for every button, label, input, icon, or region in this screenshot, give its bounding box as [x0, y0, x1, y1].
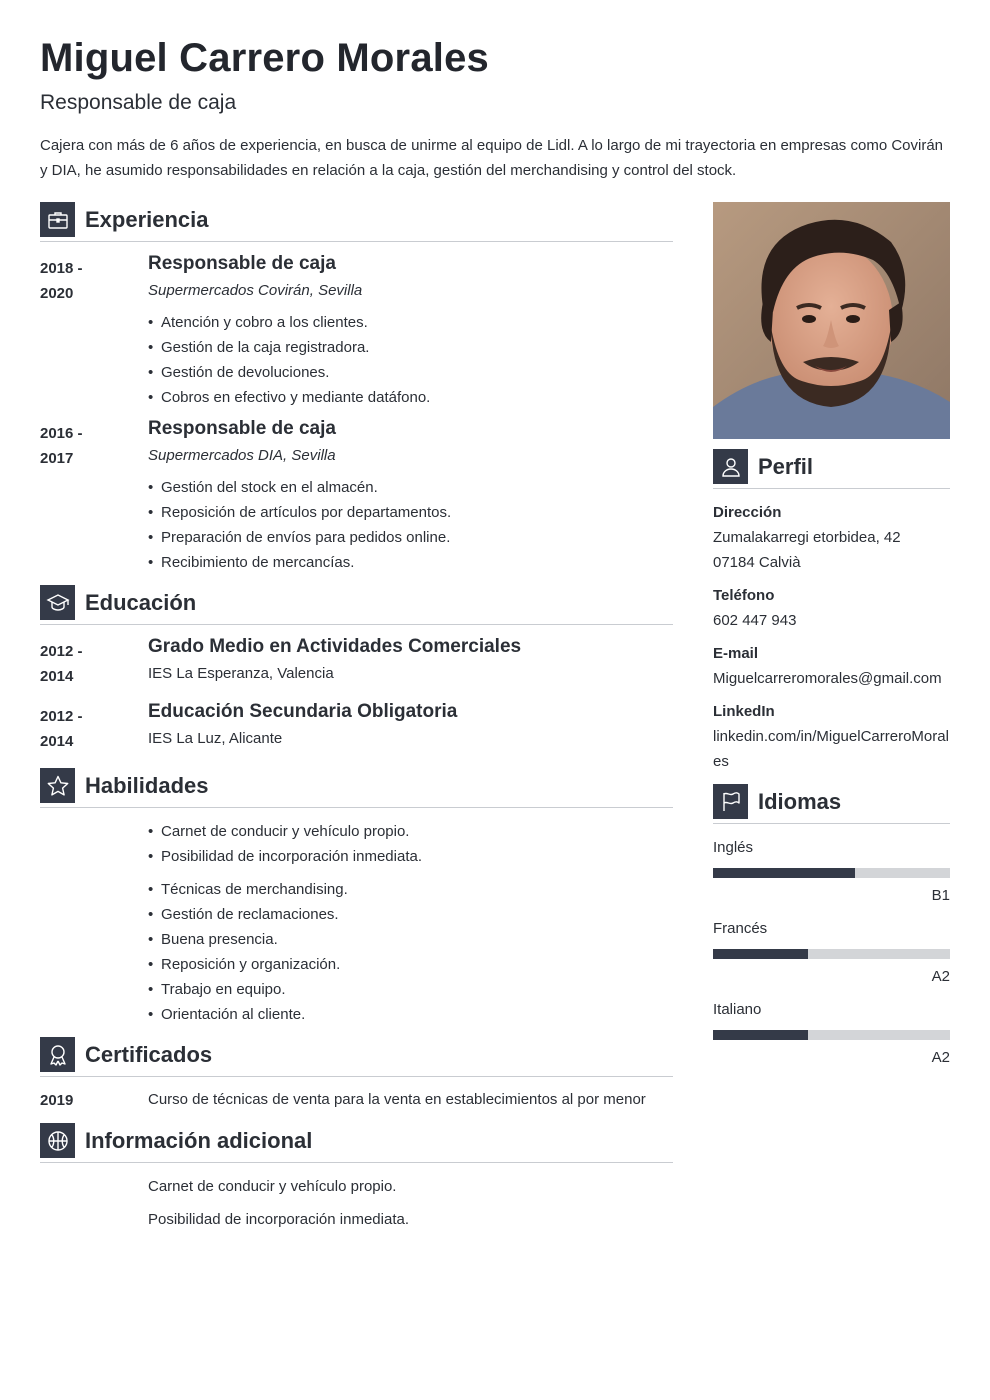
candidate-name: Miguel Carrero Morales — [40, 36, 489, 80]
list-item: • Recibimiento de mercancías. — [148, 550, 451, 575]
profile-photo — [713, 202, 950, 439]
star-icon — [40, 768, 75, 803]
additional-title: Información adicional — [85, 1128, 313, 1153]
language-level: B1 — [931, 887, 950, 904]
language-bar-fill — [713, 1030, 808, 1040]
entry-date — [40, 421, 130, 471]
basketball-icon — [40, 1123, 75, 1158]
list-item: • Reposición de artículos por departamentos. — [148, 500, 451, 525]
company: Supermercados DIA, Sevilla — [148, 447, 336, 464]
experience-section-header — [40, 202, 673, 242]
list-item: • Técnicas de merchandising. — [148, 877, 348, 902]
date-start: 2012 - — [40, 643, 83, 660]
languages-title: Idiomas — [758, 789, 842, 814]
linkedin-label: LinkedIn — [713, 703, 775, 720]
candidate-role: Responsable de caja — [40, 91, 237, 114]
skills-list-1 — [148, 819, 422, 869]
education-section-header — [40, 585, 673, 625]
degree-title: Grado Medio en Actividades Comerciales — [148, 636, 522, 657]
list-item: • Posibilidad de incorporación inmediata. — [148, 844, 422, 869]
languages-section-header — [713, 784, 950, 824]
date-end: 2014 — [40, 733, 74, 750]
entry-date — [40, 704, 130, 754]
user-icon — [713, 449, 748, 484]
language-bar — [713, 868, 950, 878]
list-item: • Cobros en efectivo y mediante datáfono. — [148, 385, 430, 410]
list-item: • Preparación de envíos para pedidos online. — [148, 525, 451, 550]
flag-icon — [713, 784, 748, 819]
list-item: • Gestión de devoluciones. — [148, 360, 430, 385]
briefcase-icon — [40, 202, 75, 237]
certificates-title: Certificados — [85, 1042, 213, 1067]
language-bar — [713, 949, 950, 959]
school: IES La Esperanza, Valencia — [148, 665, 334, 682]
date-end: 2014 — [40, 668, 74, 685]
address-line1: Zumalakarregi etorbidea, 42 — [713, 529, 901, 546]
job-title: Responsable de caja — [148, 253, 336, 274]
additional-item: Posibilidad de incorporación inmediata. — [148, 1211, 409, 1228]
additional-section-header — [40, 1123, 673, 1163]
email-link[interactable]: Miguelcarreromorales@gmail.com — [713, 670, 942, 687]
language-name: Francés — [713, 920, 768, 937]
degree-title: Educación Secundaria Obligatoria — [148, 701, 458, 722]
list-item: • Trabajo en equipo. — [148, 977, 348, 1002]
language-level: A2 — [931, 1049, 950, 1066]
certificate-text: Curso de técnicas de venta para la venta en establecimientos al por menor — [148, 1091, 646, 1108]
list-item: • Reposición y organización. — [148, 952, 348, 977]
additional-item: Carnet de conducir y vehículo propio. — [148, 1178, 397, 1195]
certificate-year: 2019 — [40, 1092, 74, 1109]
address-line2: 07184 Calvià — [713, 554, 801, 571]
language-level: A2 — [931, 968, 950, 985]
school: IES La Luz, Alicante — [148, 730, 283, 747]
list-item: • Atención y cobro a los clientes. — [148, 310, 430, 335]
date-start: 2016 - — [40, 425, 83, 442]
list-item: • Gestión de reclamaciones. — [148, 902, 348, 927]
graduation-cap-icon — [40, 585, 75, 620]
skills-section-header — [40, 768, 673, 808]
experience-title: Experiencia — [85, 207, 209, 232]
profile-section-header — [713, 449, 950, 489]
language-name: Inglés — [713, 839, 754, 856]
language-bar-fill — [713, 949, 808, 959]
email-label: E-mail — [713, 645, 759, 662]
phone-value[interactable]: 602 447 943 — [713, 612, 797, 629]
job-bullets — [148, 475, 451, 575]
list-item: • Gestión del stock en el almacén. — [148, 475, 451, 500]
date-end: 2017 — [40, 450, 74, 467]
date-start: 2018 - — [40, 260, 83, 277]
job-bullets — [148, 310, 430, 410]
skills-list-2 — [148, 877, 348, 1027]
date-start: 2012 - — [40, 708, 83, 725]
education-title: Educación — [85, 590, 197, 615]
entry-date — [40, 639, 130, 689]
list-item: • Orientación al cliente. — [148, 1002, 348, 1027]
skills-title: Habilidades — [85, 773, 209, 798]
list-item: • Carnet de conducir y vehículo propio. — [148, 819, 422, 844]
company: Supermercados Covirán, Sevilla — [148, 282, 363, 299]
entry-date — [40, 256, 130, 306]
language-bar-fill — [713, 868, 855, 878]
language-bar — [713, 1030, 950, 1040]
award-ribbon-icon — [40, 1037, 75, 1072]
job-title: Responsable de caja — [148, 418, 336, 439]
profile-title: Perfil — [758, 454, 814, 479]
certificates-section-header — [40, 1037, 673, 1077]
linkedin-link[interactable]: linkedin.com/in/MiguelCarreroMorales — [713, 728, 949, 770]
address-label: Dirección — [713, 504, 782, 521]
language-name: Italiano — [713, 1001, 762, 1018]
phone-label: Teléfono — [713, 587, 775, 604]
list-item: • Gestión de la caja registradora. — [148, 335, 430, 360]
date-end: 2020 — [40, 285, 74, 302]
summary-text: Cajera con más de 6 años de experiencia, en busca de unirme al equipo de Lidl. A lo largo de mi trayectoria en empresas como Covirán y DIA, he asumido responsabilidades en relación a la caja, gestión del merchandising y control del stock. — [40, 137, 944, 179]
list-item: • Buena presencia. — [148, 927, 348, 952]
